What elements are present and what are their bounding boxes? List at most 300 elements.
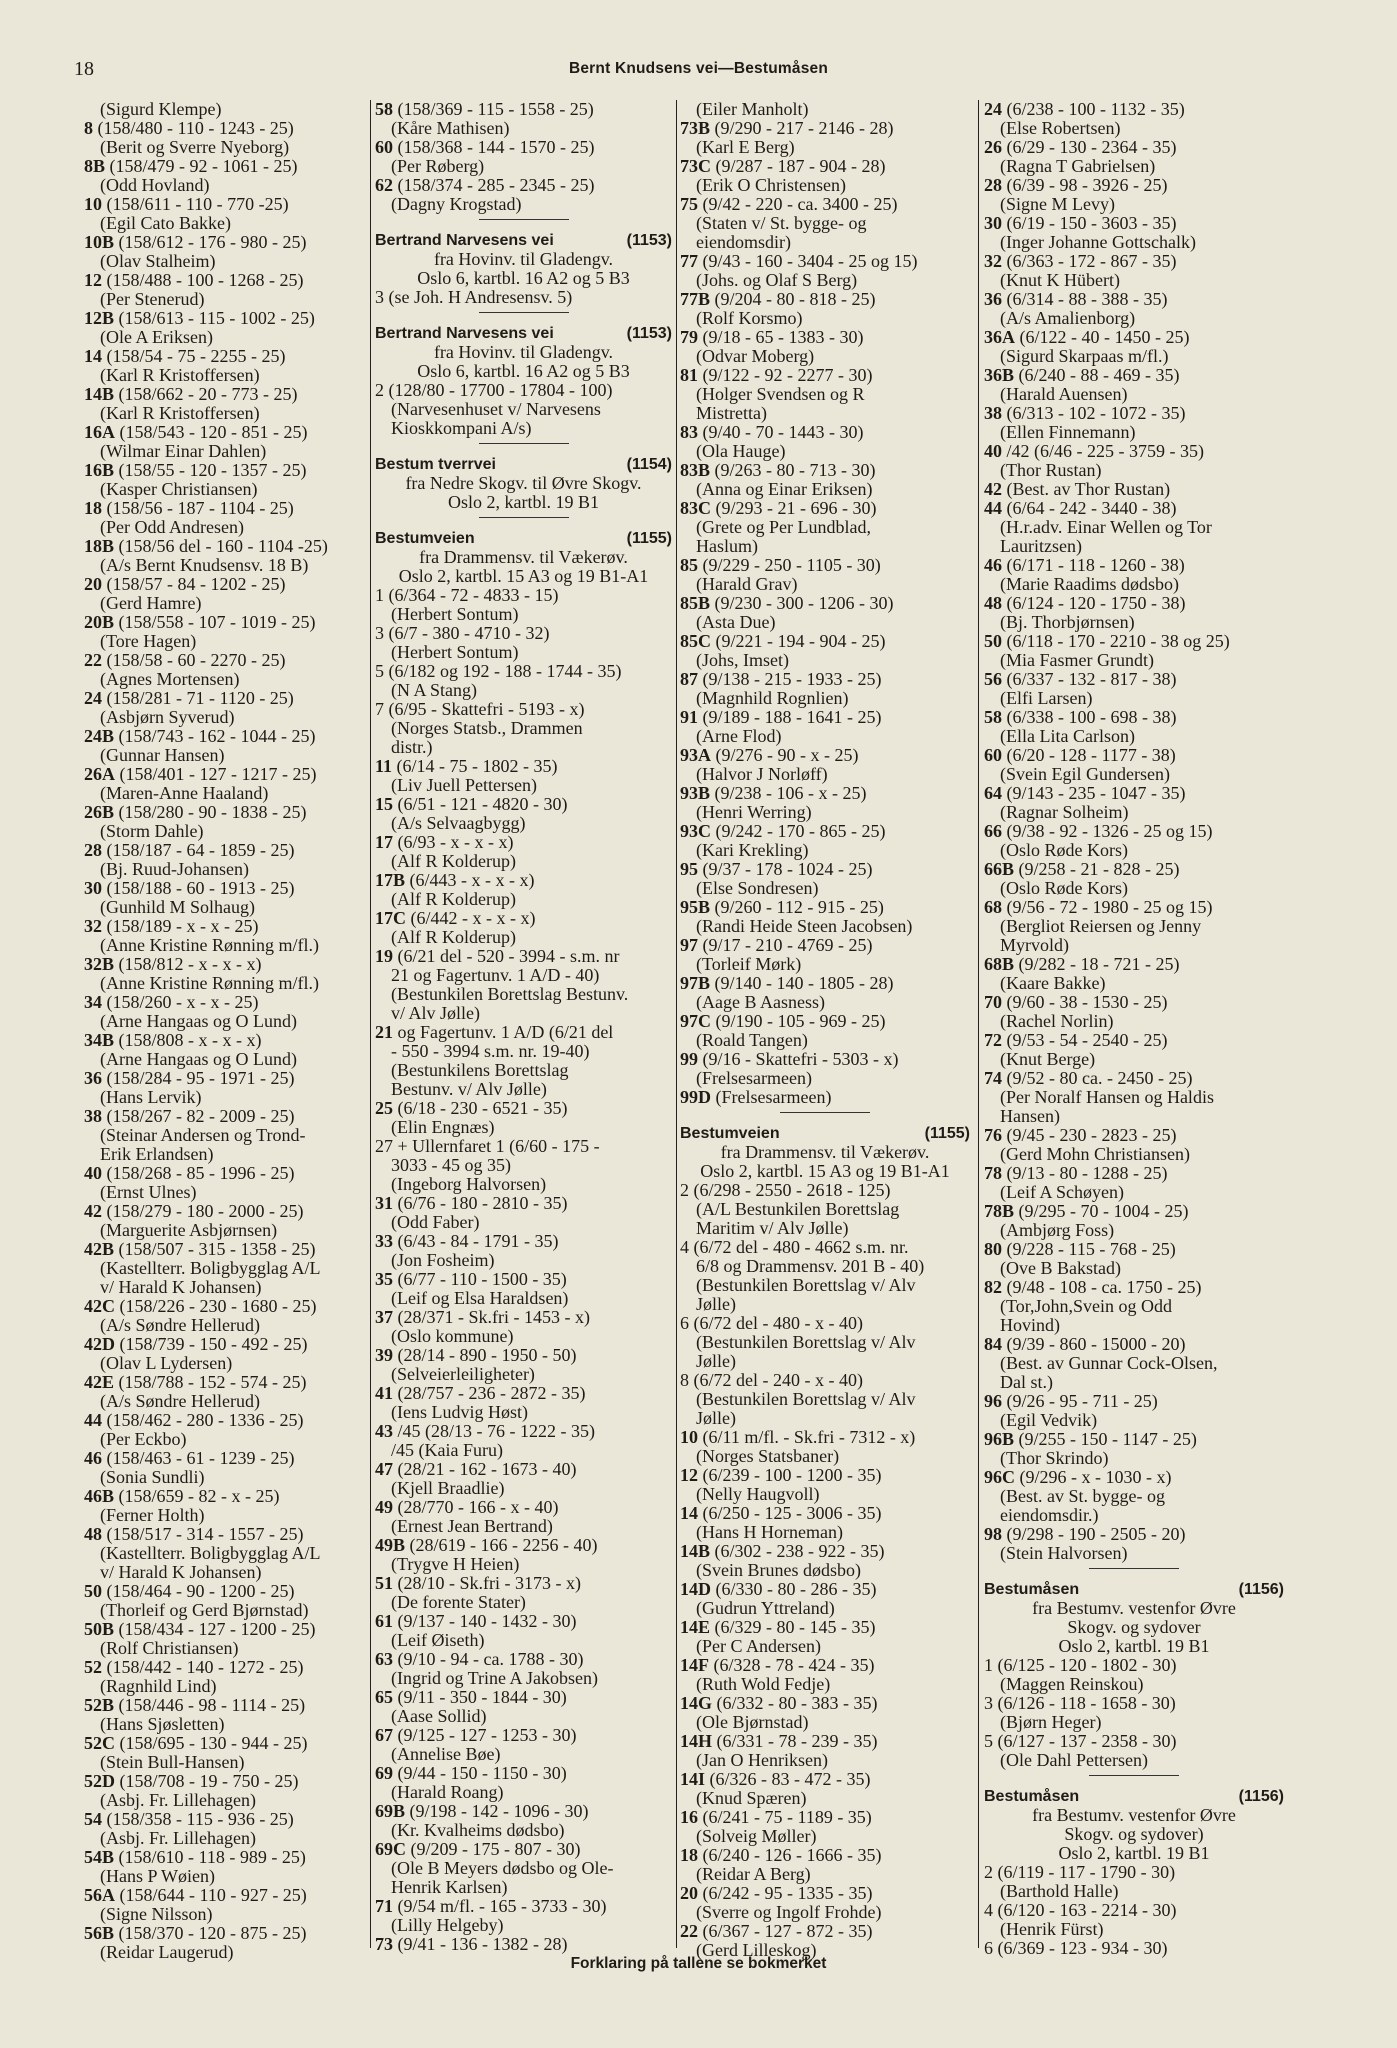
house-number: 87 (680, 669, 698, 689)
house-number: 41 (375, 1383, 393, 1403)
property-details: og Fagertunv. 1 A/D (6/21 del (397, 1022, 614, 1042)
property-details: (28/371 - Sk.fri - 1453 - x) (397, 1307, 590, 1327)
address-entry (375, 176, 672, 195)
address-entry (984, 670, 1284, 689)
property-details: (6/332 - 80 - 383 - 35) (716, 1693, 878, 1713)
property-details: (9/209 - 175 - 807 - 30) (410, 1839, 581, 1859)
address-entry (375, 871, 672, 890)
property-details: (9/276 - 90 - x - 25) (715, 745, 859, 765)
property-details: (9/229 - 250 - 1105 - 30) (702, 555, 881, 575)
owner-line: (Jon Fosheim) (391, 1250, 495, 1270)
owner-line: (Karl R Kristoffersen) (100, 365, 260, 385)
address-entry (984, 1335, 1284, 1354)
house-number: 16B (84, 460, 115, 480)
owner-line: (Frelsesarmeen) (696, 1068, 812, 1088)
owner-line: (Arne Hangaas og O Lund) (100, 1049, 297, 1069)
house-number: 98 (984, 1524, 1002, 1544)
house-number: 22 (84, 650, 102, 670)
address-entry (680, 1884, 970, 1903)
street-description: Oslo 2, kartbl. 19 B1 (1058, 1843, 1210, 1863)
address-entry (84, 1373, 367, 1392)
house-number: 97B (680, 973, 711, 993)
owner-line: (Svein Egil Gundersen) (1000, 764, 1170, 784)
house-number: 77B (680, 289, 711, 309)
owner-line: (Gerd Mohn Christiansen) (1000, 1144, 1190, 1164)
property-details: (6/19 - 150 - 3603 - 35) (1006, 213, 1177, 233)
address-line: 1 (6/125 - 120 - 1802 - 30) (984, 1655, 1177, 1675)
owner-line: (Bestunkilen Borettslag v/ Alv (696, 1275, 916, 1295)
address-entry (84, 1658, 367, 1677)
house-number: 14H (680, 1731, 713, 1751)
owner-line: eiendomsdir.) (1000, 1505, 1099, 1525)
address-entry (680, 1922, 970, 1941)
owner-line: (Ole A Eriksen) (100, 327, 213, 347)
owner-line: Hovind) (1000, 1315, 1060, 1335)
owner-line: (Per Røberg) (391, 156, 485, 176)
address-line: 27 + Ullernfaret 1 (6/60 - 175 - (375, 1136, 600, 1156)
house-number: 85B (680, 593, 711, 613)
house-number: 15 (375, 794, 393, 814)
house-number: 16 (680, 1807, 698, 1827)
address-entry (680, 119, 970, 138)
owner-line: (Agnes Mortensen) (100, 669, 240, 689)
house-number: 83B (680, 460, 711, 480)
owner-line: /45 (Kaia Furu) (391, 1440, 503, 1460)
owner-line: (Annelise Bøe) (391, 1744, 501, 1764)
house-number: 63 (375, 1649, 393, 1669)
address-entry (680, 1542, 970, 1561)
address-entry (680, 1012, 970, 1031)
section-divider (479, 312, 569, 313)
address-entry (84, 803, 367, 822)
house-number: 14B (680, 1541, 711, 1561)
street-description: Oslo 6, kartbl. 16 A2 og 5 B3 (417, 268, 630, 288)
street-description: fra Bestumv. vestenfor Øvre (1032, 1598, 1236, 1618)
house-number: 79 (680, 327, 698, 347)
address-entry (984, 1525, 1284, 1544)
owner-line: (Jan O Henriksen) (696, 1750, 828, 1770)
owner-line: (Else Sondresen) (696, 878, 819, 898)
owner-line: (Oslo kommune) (391, 1326, 514, 1346)
address-entry (680, 670, 970, 689)
owner-line: (Bj. Ruud-Johansen) (100, 859, 249, 879)
owner-line: (Karl E Berg) (696, 137, 795, 157)
house-number: 69 (375, 1763, 393, 1783)
house-number: 46 (984, 555, 1002, 575)
owner-line: (Henrik Fürst) (1000, 1919, 1104, 1939)
owner-line: (Marguerite Asbjørnsen) (100, 1220, 278, 1240)
house-number: 17 (375, 832, 393, 852)
owner-line: (Henri Werring) (696, 802, 812, 822)
address-entry (680, 594, 970, 613)
property-details: (9/11 - 350 - 1844 - 30) (397, 1687, 567, 1707)
address-entry (84, 651, 367, 670)
house-number: 19 (375, 946, 393, 966)
street-heading (375, 325, 672, 343)
house-number: 28 (984, 175, 1002, 195)
address-entry (84, 1411, 367, 1430)
house-number: 96B (984, 1429, 1015, 1449)
property-details: (158/284 - 95 - 1971 - 25) (106, 1068, 295, 1088)
property-details: (9/293 - 21 - 696 - 30) (715, 498, 877, 518)
owner-line: 6/8 og Drammensv. 201 B - 40) (696, 1256, 925, 1276)
house-number: 81 (680, 365, 698, 385)
house-number: 60 (375, 137, 393, 157)
address-entry (984, 784, 1284, 803)
house-number: 32B (84, 954, 115, 974)
owner-line: (Maren-Anne Haaland) (100, 783, 269, 803)
address-entry (84, 271, 367, 290)
house-number: 25 (375, 1098, 393, 1118)
address-entry (375, 1194, 672, 1213)
street-heading (375, 232, 672, 250)
address-entry (375, 1935, 672, 1954)
address-entry (680, 974, 970, 993)
property-details: (158/281 - 71 - 1120 - 25) (106, 688, 294, 708)
house-number: 18 (680, 1845, 698, 1865)
property-details: (6/314 - 88 - 388 - 35) (1006, 289, 1168, 309)
house-number: 20 (84, 574, 102, 594)
owner-line: Dal st.) (1000, 1372, 1053, 1392)
owner-line: (Halvor J Norløff) (696, 764, 828, 784)
owner-line: (Bergliot Reiersen og Jenny (1000, 916, 1202, 936)
owner-line: (Harald Grav) (696, 574, 798, 594)
address-entry (984, 594, 1284, 613)
address-entry (375, 1384, 672, 1403)
owner-line: (Kastellterr. Boligbygglag A/L (100, 1543, 321, 1563)
owner-line: (Leif og Elsa Haraldsen) (391, 1288, 569, 1308)
street-description: fra Nedre Skogv. til Øvre Skogv. (405, 473, 642, 493)
owner-line: (Oslo Røde Kors) (1000, 878, 1128, 898)
property-details: (6/29 - 130 - 2364 - 35) (1006, 137, 1177, 157)
property-details: (9/54 m/fl. - 165 - 3733 - 30) (397, 1896, 607, 1916)
owner-line: (Best. av Gunnar Cock-Olsen, (1000, 1353, 1218, 1373)
address-entry (984, 290, 1284, 309)
house-number: 42E (84, 1372, 115, 1392)
address-entry (680, 556, 970, 575)
owner-line: (Anne Kristine Rønning m/fl.) (100, 935, 319, 955)
owner-line: Hansen) (1000, 1106, 1060, 1126)
property-details: (Best. av Thor Rustan) (1006, 479, 1171, 499)
owner-line: (Tor,John,Svein og Odd (1000, 1296, 1173, 1316)
property-details: (158/613 - 115 - 1002 - 25) (118, 308, 315, 328)
address-entry (84, 1107, 367, 1126)
property-details: (6/240 - 126 - 1666 - 35) (702, 1845, 882, 1865)
property-details: (9/255 - 150 - 1147 - 25) (1018, 1429, 1197, 1449)
address-entry (680, 1694, 970, 1713)
property-details: (9/10 - 94 - ca. 1788 - 30) (397, 1649, 584, 1669)
owner-line: (Kjell Braadlie) (391, 1478, 505, 1498)
address-entry (375, 1099, 672, 1118)
house-number: 36B (984, 365, 1015, 385)
house-number: 48 (84, 1524, 102, 1544)
property-details: /42 (6/46 - 225 - 3759 - 35) (1006, 441, 1204, 461)
house-number: 12B (84, 308, 115, 328)
address-entry (84, 499, 367, 518)
section-divider (479, 517, 569, 518)
address-entry (984, 328, 1284, 347)
address-entry (375, 1650, 672, 1669)
property-details: (158/739 - 150 - 492 - 25) (119, 1334, 308, 1354)
property-details: (9/263 - 80 - 713 - 30) (714, 460, 876, 480)
owner-line: (Sverre og Ingolf Frohde) (696, 1902, 882, 1922)
property-details: (6/124 - 120 - 1750 - 38) (1006, 593, 1186, 613)
street-name: Bertrand Narvesens vei (375, 232, 554, 249)
property-details: (158/434 - 127 - 1200 - 25) (118, 1619, 316, 1639)
owner-line: (H.r.adv. Einar Wellen og Tor (1000, 517, 1212, 537)
street-description: Skogv. og sydover (1067, 1617, 1201, 1637)
property-details: (6/64 - 242 - 3440 - 38) (1006, 498, 1177, 518)
address-entry (375, 947, 672, 966)
address-entry (84, 841, 367, 860)
house-number: 10B (84, 232, 115, 252)
address-entry (84, 1069, 367, 1088)
address-entry (984, 404, 1284, 423)
owner-line: (Odvar Moberg) (696, 346, 815, 366)
owner-line: (Trygve H Heien) (391, 1554, 520, 1574)
address-entry (680, 1808, 970, 1827)
property-details: (158/442 - 140 - 1272 - 25) (106, 1657, 304, 1677)
owner-line: (Sigurd Klempe) (100, 99, 222, 119)
owner-line: (Holger Svendsen og R (696, 384, 865, 404)
property-details: (Frelsesarmeen) (715, 1087, 832, 1107)
address-entry (984, 708, 1284, 727)
house-number: 24 (84, 688, 102, 708)
house-number: 54B (84, 1847, 115, 1867)
property-details: (28/14 - 890 - 1950 - 50) (397, 1345, 577, 1365)
address-entry (375, 833, 672, 852)
address-entry (84, 1164, 367, 1183)
house-number: 36A (984, 327, 1015, 347)
column-4 (984, 99, 1284, 1958)
property-details: (158/368 - 144 - 1570 - 25) (397, 137, 595, 157)
property-details: (9/282 - 18 - 721 - 25) (1018, 954, 1180, 974)
owner-line: (Grete og Per Lundblad, (696, 517, 871, 537)
address-entry (375, 100, 672, 119)
house-number: 35 (375, 1269, 393, 1289)
street-description: Oslo 2, kartbl. 15 A3 og 19 B1-A1 (700, 1161, 950, 1181)
address-entry (984, 100, 1284, 119)
address-entry (375, 1498, 672, 1517)
address-entry (84, 1202, 367, 1221)
owner-line: (Gudrun Yttreland) (696, 1598, 835, 1618)
property-details: (6/442 - x - x - x) (410, 908, 536, 928)
house-number: 64 (984, 783, 1002, 803)
address-line: 5 (6/182 og 192 - 188 - 1744 - 35) (375, 661, 622, 681)
owner-line: (Odd Hovland) (100, 175, 210, 195)
property-details: (6/240 - 88 - 469 - 35) (1018, 365, 1180, 385)
property-details: (158/369 - 115 - 1558 - 25) (397, 99, 594, 119)
house-number: 43 (375, 1421, 393, 1441)
address-entry (84, 1525, 367, 1544)
address-line: 7 (6/95 - Skattefri - 5193 - x) (375, 699, 585, 719)
house-number: 8 (84, 118, 93, 138)
house-number: 39 (375, 1345, 393, 1365)
owner-line: (Alf R Kolderup) (391, 851, 516, 871)
address-entry (375, 795, 672, 814)
owner-line: (Liv Juell Pettersen) (391, 775, 537, 795)
owner-line: (Stein Bull-Hansen) (100, 1752, 245, 1772)
address-line: 4 (6/120 - 163 - 2214 - 30) (984, 1900, 1177, 1920)
house-number: 73C (680, 156, 711, 176)
address-entry (984, 366, 1284, 385)
address-entry (680, 157, 970, 176)
property-details: (9/45 - 230 - 2823 - 25) (1006, 1125, 1177, 1145)
address-entry (680, 1618, 970, 1637)
property-details: (158/695 - 130 - 944 - 25) (119, 1733, 308, 1753)
owner-line: v/ Alv Jølle) (391, 1003, 480, 1023)
owner-line: (Aage B Aasness) (696, 992, 825, 1012)
property-details: (9/56 - 72 - 1980 - 25 og 15) (1006, 897, 1213, 917)
address-entry (84, 1487, 367, 1506)
house-number: 68 (984, 897, 1002, 917)
street-heading (984, 1581, 1284, 1599)
property-details: (158/662 - 20 - 773 - 25) (118, 384, 298, 404)
owner-line: (Bestunkilen Borettslag Bestunv. (391, 984, 629, 1004)
owner-line: (Ruth Wold Fedje) (696, 1674, 831, 1694)
address-entry (84, 879, 367, 898)
house-number: 21 (375, 1022, 393, 1042)
address-entry (84, 917, 367, 936)
owner-line: (Ernest Jean Bertrand) (391, 1516, 553, 1536)
house-number: 95B (680, 897, 711, 917)
address-line: 2 (128/80 - 17700 - 17804 - 100) (375, 380, 613, 400)
house-number: 24 (984, 99, 1002, 119)
owner-line: (Arne Flod) (696, 726, 782, 746)
address-entry (375, 1688, 672, 1707)
house-number: 44 (84, 1410, 102, 1430)
owner-line: (Herbert Sontum) (391, 604, 519, 624)
owner-line: (Kaare Bakke) (1000, 973, 1106, 993)
property-details: (158/226 - 230 - 1680 - 25) (119, 1296, 317, 1316)
property-details: (9/125 - 127 - 1253 - 30) (397, 1725, 577, 1745)
address-entry (984, 1240, 1284, 1259)
owner-line: (Knut Berge) (1000, 1049, 1096, 1069)
owner-line: (Ragnhild Lind) (100, 1676, 217, 1696)
owner-line: (Egil Cato Bakke) (100, 213, 231, 233)
owner-line: (Ingeborg Halvorsen) (391, 1174, 547, 1194)
house-number: 85C (680, 631, 711, 651)
owner-line: (Thor Rustan) (1000, 460, 1102, 480)
owner-line: Henrik Karlsen) (391, 1877, 508, 1897)
property-details: (6/20 - 128 - 1177 - 38) (1006, 745, 1176, 765)
property-details: (158/56 del - 160 - 1104 -25) (118, 536, 328, 556)
house-number: 11 (375, 756, 393, 776)
owner-line: (Asbj. Fr. Lillehagen) (100, 1790, 256, 1810)
address-entry (84, 613, 367, 632)
property-details: (158/54 - 75 - 2255 - 25) (106, 346, 286, 366)
house-number: 51 (375, 1573, 393, 1593)
owner-line: (Ove B Bakstad) (1000, 1258, 1121, 1278)
address-entry (984, 1468, 1284, 1487)
property-details: (9/37 - 178 - 1024 - 25) (702, 859, 873, 879)
address-entry (84, 1886, 367, 1905)
property-details: (158/55 - 120 - 1357 - 25) (118, 460, 307, 480)
address-entry (84, 1297, 367, 1316)
property-details: (6/337 - 132 - 817 - 38) (1006, 669, 1177, 689)
footer-note: Forklaring på tallene se bokmerket (570, 1955, 827, 1972)
property-details: (28/10 - Sk.fri - 3173 - x) (397, 1573, 581, 1593)
street-description: fra Drammensv. til Vækerøv. (720, 1142, 930, 1162)
street-description: Oslo 6, kartbl. 16 A2 og 5 B3 (417, 361, 630, 381)
address-entry (84, 1582, 367, 1601)
owner-line: (Norges Statsbaner) (696, 1446, 840, 1466)
owner-line: 21 og Fagertunv. 1 A/D - 40) (391, 965, 600, 985)
property-details: (6/329 - 80 - 145 - 35) (714, 1617, 876, 1637)
address-entry (680, 423, 970, 442)
house-number: 47 (375, 1459, 393, 1479)
address-entry (984, 1031, 1284, 1050)
house-number: 14I (680, 1769, 706, 1789)
property-details: (9/53 - 54 - 2540 - 25) (1006, 1030, 1168, 1050)
house-number: 30 (984, 213, 1002, 233)
property-details: (9/43 - 160 - 3404 - 25 og 15) (702, 251, 918, 271)
owner-line: Lauritzsen) (1000, 536, 1082, 556)
house-number: 14E (680, 1617, 711, 1637)
address-line: 3 (se Joh. H Andresensv. 5) (375, 287, 573, 307)
owner-line: (Nelly Haugvoll) (696, 1484, 820, 1504)
owner-line: (Rolf Korsmo) (696, 308, 803, 328)
property-details: (6/76 - 180 - 2810 - 35) (397, 1193, 568, 1213)
house-number: 97 (680, 935, 698, 955)
owner-line: (Per Stenerud) (100, 289, 205, 309)
owner-line: v/ Harald K Johansen) (100, 1562, 262, 1582)
house-number: 73B (680, 118, 711, 138)
address-entry (84, 537, 367, 556)
owner-line: (Johs, Imset) (696, 650, 789, 670)
owner-line: (Ole Bjørnstad) (696, 1712, 809, 1732)
house-number: 73 (375, 1934, 393, 1954)
street-description: Oslo 2, kartbl. 19 B1 (448, 492, 599, 512)
house-number: 80 (984, 1239, 1002, 1259)
section-divider (1089, 1775, 1179, 1776)
owner-line: Erik Erlandsen) (100, 1144, 214, 1164)
owner-line: (Randi Heide Steen Jacobsen) (696, 916, 913, 936)
address-entry (84, 157, 367, 176)
property-details: (6/443 - x - x - x) (409, 870, 535, 890)
address-entry (984, 138, 1284, 157)
house-number: 56B (84, 1923, 115, 1943)
house-number: 74 (984, 1068, 1002, 1088)
property-details: (9/189 - 188 - 1641 - 25) (702, 707, 882, 727)
address-entry (984, 1126, 1284, 1145)
house-number: 16A (84, 422, 115, 442)
address-entry (84, 727, 367, 746)
address-entry (680, 936, 970, 955)
house-number: 22 (680, 1921, 698, 1941)
property-details: (9/198 - 142 - 1096 - 30) (409, 1801, 589, 1821)
owner-line: (Bj. Thorbjørnsen) (1000, 612, 1135, 632)
owner-line: (Hans P Wøien) (100, 1866, 215, 1886)
property-details: (158/812 - x - x - x) (118, 954, 262, 974)
house-number: 50 (984, 631, 1002, 651)
address-entry (375, 1574, 672, 1593)
owner-line: (Harald Auensen) (1000, 384, 1128, 404)
address-entry (84, 119, 367, 138)
property-details: (6/241 - 75 - 1189 - 35) (702, 1807, 872, 1827)
address-entry (84, 1240, 367, 1259)
street-name: Bestum tverrvei (375, 456, 496, 473)
street-code: (1153) (626, 232, 672, 249)
owner-line: (Alf R Kolderup) (391, 927, 516, 947)
house-number: 42 (84, 1201, 102, 1221)
property-details: (6/313 - 102 - 1072 - 35) (1006, 403, 1186, 423)
street-heading (984, 1788, 1284, 1806)
owner-line: (Arne Hangaas og O Lund) (100, 1011, 297, 1031)
address-entry (984, 214, 1284, 233)
owner-line: (Per Eckbo) (100, 1429, 187, 1449)
property-details: (9/260 - 112 - 915 - 25) (714, 897, 884, 917)
